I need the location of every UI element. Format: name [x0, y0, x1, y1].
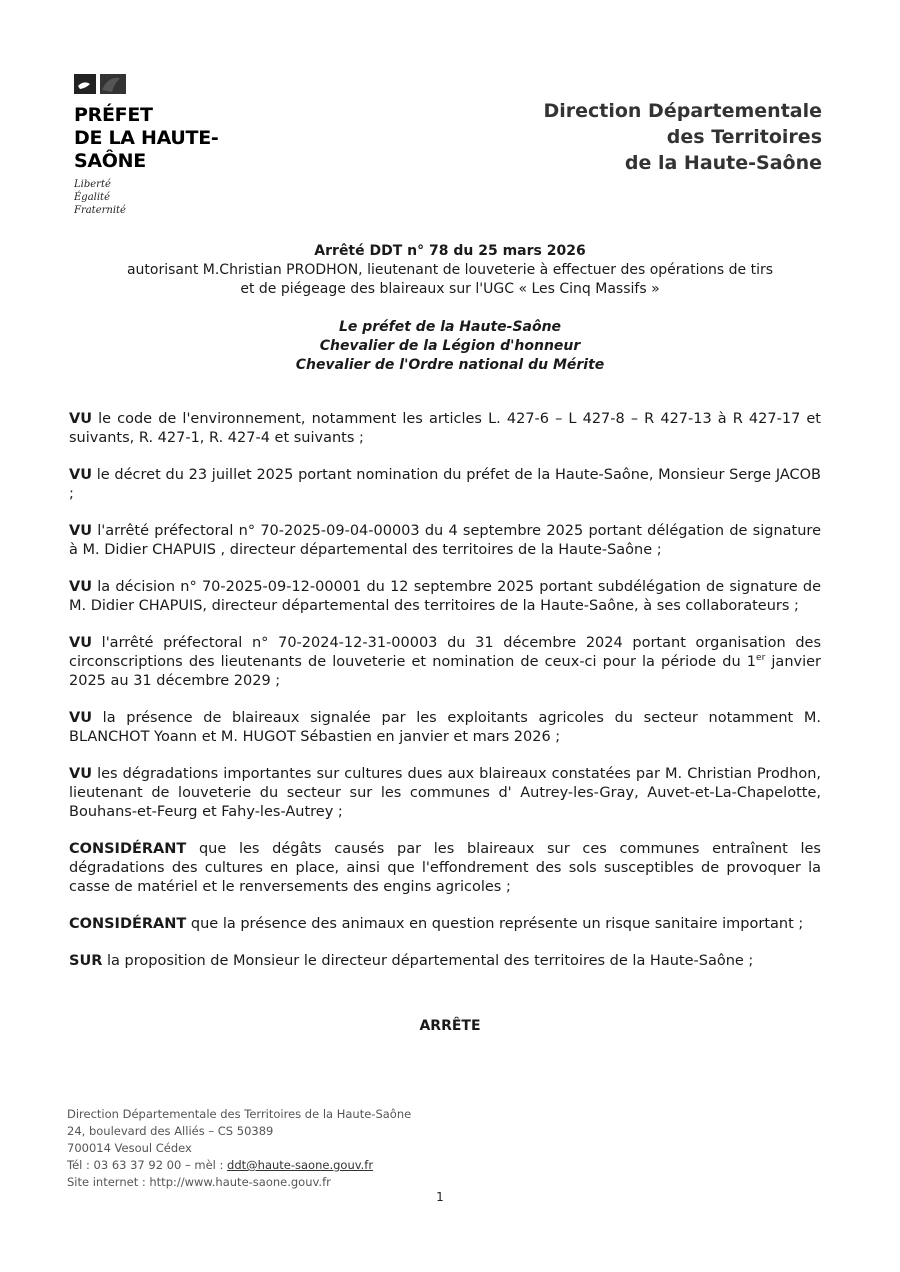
recital-keyword: VU [69, 411, 92, 427]
motto-line: Égalité [74, 192, 110, 203]
prefet-title [74, 104, 274, 173]
republic-motto [74, 178, 274, 217]
recital-keyword: VU [69, 579, 92, 595]
recital-text: le code de l'environnement, notamment les articles L. 427-6 – L 427-8 – R 427-13 à R 427-17 et suivants, R. 427-1, R. 427-4 et suivants ; [69, 411, 821, 446]
recital-paragraph [69, 410, 821, 448]
direction-line: de la Haute-Saône [624, 152, 822, 174]
recital-keyword: SUR [69, 953, 103, 969]
direction-line: des Territoires [666, 126, 822, 148]
recital-paragraph [69, 578, 821, 616]
recital-paragraph [69, 952, 821, 971]
motto-line: Liberté [74, 179, 111, 190]
recital-keyword: CONSIDÉRANT [69, 841, 187, 857]
prefet-line: DE LA HAUTE- [74, 127, 219, 149]
recital-text: les dégradations importantes sur cultures dues aux blaireaux constatées par M. Christian Prodhon, lieutenant de louveterie du secteur sur les communes d' Autrey-les-Gray, Auvet-et-La-Chapelotte, Bouhans-et-Feurg et Fahy-les-Autrey ; [69, 766, 821, 820]
prefet-honor-line: Chevalier de l'Ordre national du Mérite [295, 357, 605, 373]
footer-address [67, 1106, 411, 1191]
recital-keyword: VU [69, 710, 92, 726]
direction-heading [543, 98, 822, 176]
recital-paragraph [69, 709, 821, 747]
prefet-line: PRÉFET [74, 104, 153, 126]
recital-text: la présence de blaireaux signalée par les exploitants agricoles du secteur notamment M. BLANCHOT Yoann et M. HUGOT Sébastien en janvier et mars 2026 ; [69, 710, 821, 745]
recital-keyword: VU [69, 635, 92, 651]
recital-text: que la présence des animaux en question représente un risque sanitaire important ; [186, 916, 804, 932]
footer-line: 24, boulevard des Alliés – CS 50389 [67, 1124, 274, 1138]
recital-text: le décret du 23 juillet 2025 portant nomination du préfet de la Haute-Saône, Monsieur Serge JACOB ; [69, 467, 821, 502]
arrete-title: Arrêté DDT n° 78 du 25 mars 2026 [314, 243, 586, 259]
recital-keyword: VU [69, 523, 92, 539]
motto-line: Fraternité [74, 205, 126, 216]
arrete-subtitle-line: autorisant M.Christian PRODHON, lieutenant de louveterie à effectuer des opérations de tirs [126, 262, 774, 278]
arrete-title-block [60, 242, 840, 299]
recital-paragraph [69, 634, 821, 691]
recital-text: la proposition de Monsieur le directeur départemental des territoires de la Haute-Saône ; [102, 953, 754, 969]
recital-text-after: janvier 2025 au 31 décembre 2029 ; [69, 654, 821, 689]
recital-paragraph [69, 522, 821, 560]
marianne-logo-icon [74, 72, 128, 96]
prefet-honors [60, 318, 840, 375]
footer-website[interactable]: Site internet : http://www.haute-saone.gouv.fr [67, 1175, 331, 1189]
recital-keyword: VU [69, 467, 92, 483]
recitals [69, 410, 821, 989]
footer-line: 700014 Vesoul Cédex [67, 1141, 192, 1155]
recital-paragraph [69, 915, 821, 934]
recital-text: l'arrêté préfectoral n° 70-2025-09-04-00003 du 4 septembre 2025 portant délégation de signature à M. Didier CHAPUIS , directeur départemental des territoires de la Haute-Saône ; [69, 523, 821, 558]
prefet-logo-block [74, 72, 274, 217]
footer-line: Direction Départementale des Territoires de la Haute-Saône [67, 1107, 412, 1121]
footer-contact-line [67, 1157, 411, 1174]
arrete-heading: ARRÊTE [419, 1018, 481, 1034]
prefet-line: SAÔNE [74, 150, 146, 172]
recital-superscript: er [756, 653, 766, 664]
arrete-subtitle-line: et de piégeage des blaireaux sur l'UGC « Les Cinq Massifs » [240, 281, 660, 297]
recital-keyword: CONSIDÉRANT [69, 916, 187, 932]
recital-paragraph [69, 466, 821, 504]
recital-keyword: VU [69, 766, 92, 782]
recital-text: l'arrêté préfectoral n° 70-2024-12-31-00003 du 31 décembre 2024 portant organisation des circonscriptions des lieutenants de louveterie et nomination de ceux-ci pour la période du 1 [69, 635, 821, 670]
direction-line: Direction Départementale [543, 100, 822, 122]
footer-phone: Tél : 03 63 37 92 00 – mèl : [67, 1158, 228, 1172]
page-number: 1 [436, 1190, 444, 1204]
recital-text: la décision n° 70-2025-09-12-00001 du 12 septembre 2025 portant subdélégation de signature de M. Didier CHAPUIS, directeur départemental des territoires de la Haute-Saône, à ses collaborateurs ; [69, 579, 821, 614]
recital-paragraph [69, 765, 821, 822]
recital-text: que les dégâts causés par les blaireaux sur ces communes entraînent les dégradations des cultures en place, ainsi que l'effondrement des sols susceptibles de provoquer la casse de matériel et le renversements des engins agricoles ; [69, 841, 821, 895]
prefet-honor-line: Chevalier de la Légion d'honneur [319, 338, 581, 354]
footer-email-link[interactable]: ddt@haute-saone.gouv.fr [227, 1158, 374, 1172]
prefet-honor-line: Le préfet de la Haute-Saône [338, 319, 562, 335]
recital-paragraph [69, 840, 821, 897]
